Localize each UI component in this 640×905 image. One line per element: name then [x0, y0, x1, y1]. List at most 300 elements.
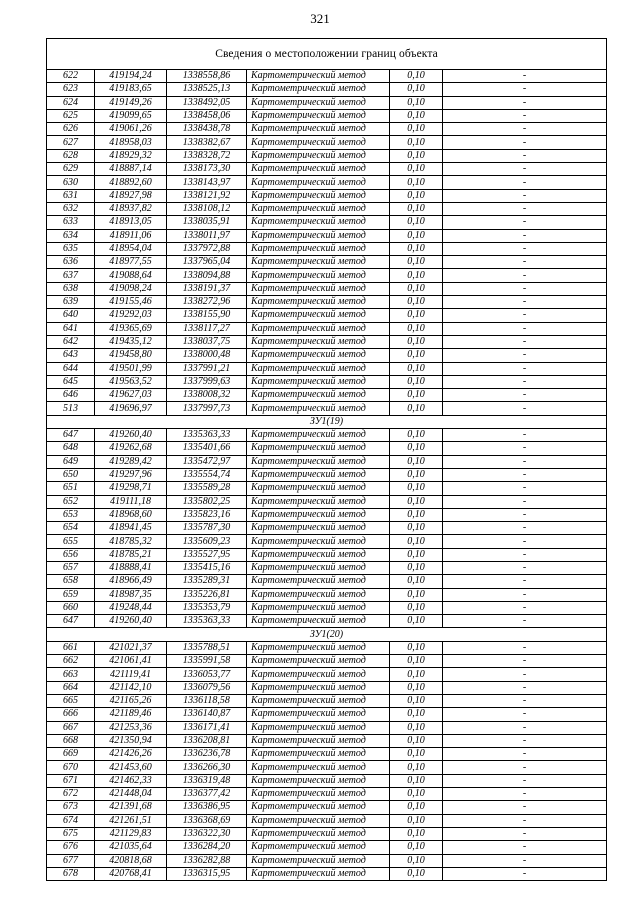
table-row: [47, 282, 607, 295]
accuracy-cell: 0,10: [390, 708, 443, 721]
coord-x-cell: 421426,26: [95, 748, 167, 761]
method-cell: Картометрический метод: [247, 655, 390, 668]
table-row: [47, 495, 607, 508]
coord-y-cell: 1335415,16: [167, 561, 247, 574]
method-cell: Картометрический метод: [247, 734, 390, 747]
method-cell: Картометрический метод: [247, 482, 390, 495]
boundary-table-sheet: [46, 38, 606, 881]
table-row: [47, 216, 607, 229]
coord-x-cell: 421129,83: [95, 827, 167, 840]
coord-x-cell: 418958,03: [95, 136, 167, 149]
accuracy-cell: 0,10: [390, 256, 443, 269]
method-cell: Картометрический метод: [247, 801, 390, 814]
coord-y-cell: 1335363,33: [167, 615, 247, 628]
point-number-cell: 670: [47, 761, 95, 774]
table-row: [47, 375, 607, 388]
point-number-cell: 632: [47, 202, 95, 215]
method-cell: Картометрический метод: [247, 256, 390, 269]
note-cell: -: [443, 801, 607, 814]
coord-y-cell: 1335353,79: [167, 601, 247, 614]
point-number-cell: 657: [47, 561, 95, 574]
note-cell: -: [443, 708, 607, 721]
note-cell: -: [443, 176, 607, 189]
table-row: [47, 681, 607, 694]
note-cell: -: [443, 721, 607, 734]
note-cell: -: [443, 748, 607, 761]
method-cell: Картометрический метод: [247, 70, 390, 83]
point-number-cell: 660: [47, 601, 95, 614]
coord-y-cell: 1338525,13: [167, 83, 247, 96]
table-row: [47, 202, 607, 215]
method-cell: Картометрический метод: [247, 335, 390, 348]
point-number-cell: 672: [47, 788, 95, 801]
point-number-cell: 671: [47, 774, 95, 787]
method-cell: Картометрический метод: [247, 508, 390, 521]
method-cell: Картометрический метод: [247, 149, 390, 162]
coord-x-cell: 418785,32: [95, 535, 167, 548]
note-cell: -: [443, 269, 607, 282]
method-cell: Картометрический метод: [247, 296, 390, 309]
point-number-cell: 641: [47, 322, 95, 335]
accuracy-cell: 0,10: [390, 362, 443, 375]
coord-x-cell: 419248,44: [95, 601, 167, 614]
coord-x-cell: 418966,49: [95, 575, 167, 588]
note-cell: -: [443, 362, 607, 375]
page-number: 321: [310, 11, 330, 26]
table-row: [47, 841, 607, 854]
point-number-cell: 513: [47, 402, 95, 415]
coord-x-cell: 419155,46: [95, 296, 167, 309]
note-cell: -: [443, 442, 607, 455]
point-number-cell: 635: [47, 242, 95, 255]
section-header-row: [47, 415, 607, 428]
table-row: [47, 655, 607, 668]
accuracy-cell: 0,10: [390, 269, 443, 282]
note-cell: -: [443, 429, 607, 442]
method-cell: Картометрический метод: [247, 442, 390, 455]
table-row: [47, 641, 607, 654]
table-row: [47, 601, 607, 614]
coord-y-cell: 1338094,88: [167, 269, 247, 282]
point-number-cell: 677: [47, 854, 95, 867]
table-row: [47, 561, 607, 574]
point-number-cell: 647: [47, 615, 95, 628]
point-number-cell: 666: [47, 708, 95, 721]
accuracy-cell: 0,10: [390, 242, 443, 255]
point-number-cell: 640: [47, 309, 95, 322]
coord-y-cell: 1337999,63: [167, 375, 247, 388]
accuracy-cell: 0,10: [390, 867, 443, 880]
note-cell: -: [443, 575, 607, 588]
method-cell: Картометрический метод: [247, 854, 390, 867]
coord-x-cell: 421253,36: [95, 721, 167, 734]
accuracy-cell: 0,10: [390, 522, 443, 535]
point-number-cell: 668: [47, 734, 95, 747]
table-row: [47, 402, 607, 415]
accuracy-cell: 0,10: [390, 748, 443, 761]
coord-x-cell: 419194,24: [95, 70, 167, 83]
coord-y-cell: 1336319,48: [167, 774, 247, 787]
accuracy-cell: 0,10: [390, 402, 443, 415]
coord-x-cell: 418927,98: [95, 189, 167, 202]
coord-y-cell: 1338117,27: [167, 322, 247, 335]
method-cell: Картометрический метод: [247, 601, 390, 614]
accuracy-cell: 0,10: [390, 202, 443, 215]
point-number-cell: 629: [47, 163, 95, 176]
method-cell: Картометрический метод: [247, 774, 390, 787]
coord-y-cell: 1336368,69: [167, 814, 247, 827]
table-row: [47, 149, 607, 162]
point-number-cell: 653: [47, 508, 95, 521]
table-row: [47, 429, 607, 442]
point-number-cell: 646: [47, 389, 95, 402]
table-title: Сведения о местоположении границ объекта: [47, 39, 607, 70]
method-cell: Картометрический метод: [247, 96, 390, 109]
coord-x-cell: 419088,64: [95, 269, 167, 282]
point-number-cell: 647: [47, 429, 95, 442]
note-cell: -: [443, 535, 607, 548]
method-cell: Картометрический метод: [247, 721, 390, 734]
note-cell: -: [443, 774, 607, 787]
note-cell: -: [443, 83, 607, 96]
coord-x-cell: 419260,40: [95, 615, 167, 628]
accuracy-cell: 0,10: [390, 389, 443, 402]
accuracy-cell: 0,10: [390, 668, 443, 681]
coord-x-cell: 420768,41: [95, 867, 167, 880]
accuracy-cell: 0,10: [390, 335, 443, 348]
coord-x-cell: 421035,64: [95, 841, 167, 854]
note-cell: -: [443, 96, 607, 109]
accuracy-cell: 0,10: [390, 429, 443, 442]
coord-y-cell: 1338108,12: [167, 202, 247, 215]
table-row: [47, 708, 607, 721]
coord-y-cell: 1338558,86: [167, 70, 247, 83]
method-cell: Картометрический метод: [247, 362, 390, 375]
coord-y-cell: 1338438,78: [167, 123, 247, 136]
note-cell: -: [443, 827, 607, 840]
point-number-cell: 675: [47, 827, 95, 840]
table-row: [47, 482, 607, 495]
coord-x-cell: 419292,03: [95, 309, 167, 322]
coord-y-cell: 1338173,30: [167, 163, 247, 176]
note-cell: -: [443, 202, 607, 215]
point-number-cell: 625: [47, 109, 95, 122]
note-cell: -: [443, 322, 607, 335]
coord-x-cell: 419061,26: [95, 123, 167, 136]
accuracy-cell: 0,10: [390, 322, 443, 335]
method-cell: Картометрический метод: [247, 123, 390, 136]
note-cell: -: [443, 641, 607, 654]
note-cell: -: [443, 588, 607, 601]
point-number-cell: 650: [47, 468, 95, 481]
point-number-cell: 667: [47, 721, 95, 734]
method-cell: Картометрический метод: [247, 429, 390, 442]
note-cell: -: [443, 335, 607, 348]
method-cell: Картометрический метод: [247, 535, 390, 548]
accuracy-cell: 0,10: [390, 70, 443, 83]
accuracy-cell: 0,10: [390, 455, 443, 468]
section-header: ЗУ1(20): [47, 628, 607, 641]
coord-y-cell: 1335472,97: [167, 455, 247, 468]
coord-y-cell: 1337972,88: [167, 242, 247, 255]
coord-x-cell: 418785,21: [95, 548, 167, 561]
method-cell: Картометрический метод: [247, 229, 390, 242]
coord-y-cell: 1335788,51: [167, 641, 247, 654]
coord-y-cell: 1336140,87: [167, 708, 247, 721]
table-row: [47, 96, 607, 109]
accuracy-cell: 0,10: [390, 482, 443, 495]
note-cell: -: [443, 694, 607, 707]
table-row: [47, 535, 607, 548]
method-cell: Картометрический метод: [247, 641, 390, 654]
method-cell: Картометрический метод: [247, 322, 390, 335]
point-number-cell: 634: [47, 229, 95, 242]
accuracy-cell: 0,10: [390, 508, 443, 521]
method-cell: Картометрический метод: [247, 748, 390, 761]
coord-y-cell: 1338492,05: [167, 96, 247, 109]
coord-y-cell: 1335802,25: [167, 495, 247, 508]
note-cell: -: [443, 163, 607, 176]
accuracy-cell: 0,10: [390, 495, 443, 508]
coord-y-cell: 1338121,92: [167, 189, 247, 202]
table-row: [47, 335, 607, 348]
coord-y-cell: 1338191,37: [167, 282, 247, 295]
note-cell: -: [443, 561, 607, 574]
method-cell: Картометрический метод: [247, 269, 390, 282]
point-number-cell: 658: [47, 575, 95, 588]
table-row: [47, 136, 607, 149]
note-cell: -: [443, 402, 607, 415]
table-row: [47, 854, 607, 867]
coord-y-cell: 1335991,58: [167, 655, 247, 668]
note-cell: -: [443, 70, 607, 83]
coord-x-cell: 419298,71: [95, 482, 167, 495]
point-number-cell: 664: [47, 681, 95, 694]
coord-x-cell: 419297,96: [95, 468, 167, 481]
point-number-cell: 662: [47, 655, 95, 668]
note-cell: -: [443, 668, 607, 681]
method-cell: Картометрический метод: [247, 694, 390, 707]
method-cell: Картометрический метод: [247, 309, 390, 322]
coord-x-cell: 419289,42: [95, 455, 167, 468]
accuracy-cell: 0,10: [390, 216, 443, 229]
point-number-cell: 642: [47, 335, 95, 348]
note-cell: -: [443, 601, 607, 614]
method-cell: Картометрический метод: [247, 402, 390, 415]
coord-y-cell: 1336284,20: [167, 841, 247, 854]
coord-y-cell: 1336315,95: [167, 867, 247, 880]
note-cell: -: [443, 149, 607, 162]
note-cell: -: [443, 615, 607, 628]
table-row: [47, 362, 607, 375]
coord-x-cell: 418929,32: [95, 149, 167, 162]
note-cell: -: [443, 522, 607, 535]
point-number-cell: 665: [47, 694, 95, 707]
method-cell: Картометрический метод: [247, 827, 390, 840]
method-cell: Картометрический метод: [247, 668, 390, 681]
coord-y-cell: 1336208,81: [167, 734, 247, 747]
coord-x-cell: 418977,55: [95, 256, 167, 269]
point-number-cell: 639: [47, 296, 95, 309]
coord-y-cell: 1338011,97: [167, 229, 247, 242]
coord-x-cell: 421189,46: [95, 708, 167, 721]
coord-x-cell: 421261,51: [95, 814, 167, 827]
coord-x-cell: 418911,06: [95, 229, 167, 242]
method-cell: Картометрический метод: [247, 375, 390, 388]
note-cell: -: [443, 655, 607, 668]
coord-x-cell: 421142,10: [95, 681, 167, 694]
coord-y-cell: 1336322,30: [167, 827, 247, 840]
accuracy-cell: 0,10: [390, 535, 443, 548]
coord-x-cell: 419627,03: [95, 389, 167, 402]
table-row: [47, 548, 607, 561]
table-row: [47, 721, 607, 734]
accuracy-cell: 0,10: [390, 721, 443, 734]
point-number-cell: 637: [47, 269, 95, 282]
coord-x-cell: 419365,69: [95, 322, 167, 335]
note-cell: -: [443, 309, 607, 322]
note-cell: -: [443, 189, 607, 202]
method-cell: Картометрический метод: [247, 788, 390, 801]
accuracy-cell: 0,10: [390, 694, 443, 707]
coord-y-cell: 1335787,30: [167, 522, 247, 535]
note-cell: -: [443, 482, 607, 495]
note-cell: -: [443, 242, 607, 255]
coord-y-cell: 1338035,91: [167, 216, 247, 229]
coord-x-cell: 418888,41: [95, 561, 167, 574]
note-cell: -: [443, 349, 607, 362]
coord-x-cell: 419149,26: [95, 96, 167, 109]
table-row: [47, 748, 607, 761]
coord-y-cell: 1338155,90: [167, 309, 247, 322]
method-cell: Картометрический метод: [247, 136, 390, 149]
point-number-cell: 669: [47, 748, 95, 761]
coord-x-cell: 420818,68: [95, 854, 167, 867]
note-cell: -: [443, 468, 607, 481]
point-number-cell: 636: [47, 256, 95, 269]
table-row: [47, 349, 607, 362]
accuracy-cell: 0,10: [390, 282, 443, 295]
note-cell: -: [443, 109, 607, 122]
point-number-cell: 659: [47, 588, 95, 601]
method-cell: Картометрический метод: [247, 83, 390, 96]
note-cell: -: [443, 375, 607, 388]
table-row: [47, 827, 607, 840]
method-cell: Картометрический метод: [247, 282, 390, 295]
table-row: [47, 468, 607, 481]
coord-y-cell: 1336236,78: [167, 748, 247, 761]
accuracy-cell: 0,10: [390, 734, 443, 747]
table-row: [47, 322, 607, 335]
accuracy-cell: 0,10: [390, 136, 443, 149]
coord-y-cell: 1335226,81: [167, 588, 247, 601]
table-row: [47, 442, 607, 455]
point-number-cell: 644: [47, 362, 95, 375]
accuracy-cell: 0,10: [390, 641, 443, 654]
table-row: [47, 522, 607, 535]
table-row: [47, 814, 607, 827]
table-row: [47, 229, 607, 242]
note-cell: -: [443, 216, 607, 229]
table-row: [47, 70, 607, 83]
coord-x-cell: 419099,65: [95, 109, 167, 122]
accuracy-cell: 0,10: [390, 814, 443, 827]
accuracy-cell: 0,10: [390, 575, 443, 588]
accuracy-cell: 0,10: [390, 774, 443, 787]
point-number-cell: 628: [47, 149, 95, 162]
point-number-cell: 630: [47, 176, 95, 189]
table-row: [47, 176, 607, 189]
accuracy-cell: 0,10: [390, 801, 443, 814]
table-row: [47, 615, 607, 628]
table-row: [47, 163, 607, 176]
coord-y-cell: 1338143,97: [167, 176, 247, 189]
point-number-cell: 652: [47, 495, 95, 508]
coord-y-cell: 1335609,23: [167, 535, 247, 548]
accuracy-cell: 0,10: [390, 309, 443, 322]
accuracy-cell: 0,10: [390, 827, 443, 840]
coord-x-cell: 418987,35: [95, 588, 167, 601]
coord-x-cell: 419111,18: [95, 495, 167, 508]
coord-y-cell: 1336118,58: [167, 694, 247, 707]
note-cell: -: [443, 548, 607, 561]
coord-y-cell: 1336386,95: [167, 801, 247, 814]
method-cell: Картометрический метод: [247, 163, 390, 176]
coord-y-cell: 1335527,95: [167, 548, 247, 561]
point-number-cell: 645: [47, 375, 95, 388]
table-row: [47, 774, 607, 787]
point-number-cell: 643: [47, 349, 95, 362]
accuracy-cell: 0,10: [390, 189, 443, 202]
method-cell: Картометрический метод: [247, 575, 390, 588]
coord-x-cell: 419563,52: [95, 375, 167, 388]
table-row: [47, 123, 607, 136]
accuracy-cell: 0,10: [390, 442, 443, 455]
table-row: [47, 455, 607, 468]
method-cell: Картометрический метод: [247, 761, 390, 774]
point-number-cell: 624: [47, 96, 95, 109]
accuracy-cell: 0,10: [390, 854, 443, 867]
table-row: [47, 256, 607, 269]
note-cell: -: [443, 761, 607, 774]
table-row: [47, 801, 607, 814]
coord-x-cell: 421462,33: [95, 774, 167, 787]
table-row: [47, 389, 607, 402]
coord-y-cell: 1335363,33: [167, 429, 247, 442]
accuracy-cell: 0,10: [390, 349, 443, 362]
coord-y-cell: 1335823,16: [167, 508, 247, 521]
section-header: ЗУ1(19): [47, 415, 607, 428]
note-cell: -: [443, 788, 607, 801]
coord-x-cell: 421350,94: [95, 734, 167, 747]
coord-y-cell: 1336053,77: [167, 668, 247, 681]
note-cell: -: [443, 867, 607, 880]
method-cell: Картометрический метод: [247, 202, 390, 215]
point-number-cell: 626: [47, 123, 95, 136]
table-row: [47, 83, 607, 96]
table-row: [47, 734, 607, 747]
coord-x-cell: 421453,60: [95, 761, 167, 774]
point-number-cell: 649: [47, 455, 95, 468]
accuracy-cell: 0,10: [390, 149, 443, 162]
accuracy-cell: 0,10: [390, 841, 443, 854]
coord-y-cell: 1336171,41: [167, 721, 247, 734]
coord-y-cell: 1337991,21: [167, 362, 247, 375]
coord-x-cell: 419458,80: [95, 349, 167, 362]
note-cell: -: [443, 814, 607, 827]
coord-x-cell: 421448,04: [95, 788, 167, 801]
accuracy-cell: 0,10: [390, 561, 443, 574]
